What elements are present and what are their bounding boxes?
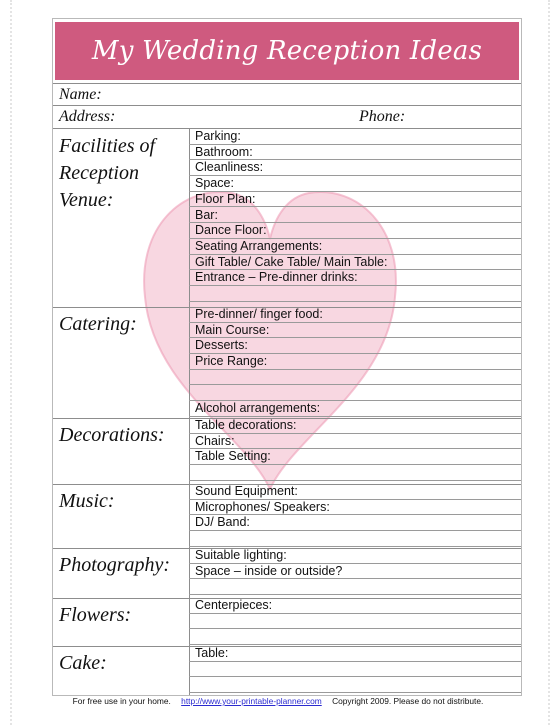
section-label: Facilities of Reception Venue: — [59, 135, 156, 211]
checklist-row[interactable]: Alcohol arrangements: — [189, 401, 521, 417]
checklist-row[interactable]: Table decorations: — [189, 418, 521, 434]
checklist-row[interactable] — [189, 579, 521, 595]
checklist-row[interactable]: Table Setting: — [189, 449, 521, 465]
section-5 — [53, 598, 521, 647]
checklist-row[interactable]: Desserts: — [189, 338, 521, 354]
checklist-row[interactable]: Space – inside or outside? — [189, 564, 521, 580]
name-field-label: Name: — [59, 86, 102, 103]
address-field-label: Address: — [59, 108, 116, 125]
checklist-row[interactable]: Parking: — [189, 129, 521, 145]
page-footer — [0, 696, 556, 706]
checklist-row[interactable] — [189, 286, 521, 302]
checklist-row[interactable]: Bar: — [189, 208, 521, 224]
section-3 — [53, 484, 521, 549]
checklist-row[interactable]: Pre-dinner/ finger food: — [189, 307, 521, 323]
phone-field-label: Phone: — [359, 108, 406, 125]
checklist-row[interactable]: Centerpieces: — [189, 598, 521, 614]
section-label: Cake: — [59, 652, 107, 674]
footer-use-note: For free use in your home. — [72, 696, 171, 706]
section-label: Flowers: — [59, 604, 132, 626]
checklist-row[interactable]: Dance Floor: — [189, 223, 521, 239]
checklist-row[interactable]: Gift Table/ Cake Table/ Main Table: — [189, 255, 521, 271]
checklist-row[interactable]: Seating Arrangements: — [189, 239, 521, 255]
footer-website-link[interactable]: http://www.your-printable-planner.com — [181, 696, 322, 706]
section-2 — [53, 418, 521, 485]
section-0 — [53, 129, 521, 308]
section-label: Music: — [59, 490, 115, 512]
checklist-row[interactable]: Microphones/ Speakers: — [189, 500, 521, 516]
checklist-row[interactable]: Chairs: — [189, 434, 521, 450]
checklist-row[interactable] — [189, 629, 521, 645]
checklist-row[interactable] — [189, 370, 521, 386]
checklist-row[interactable]: Suitable lighting: — [189, 548, 521, 564]
checklist-row[interactable]: Sound Equipment: — [189, 484, 521, 500]
checklist-row[interactable]: Main Course: — [189, 323, 521, 339]
section-1 — [53, 307, 521, 419]
section-label: Decorations: — [59, 424, 165, 446]
checklist-row[interactable] — [189, 531, 521, 547]
checklist-row[interactable]: Cleanliness: — [189, 160, 521, 176]
section-label: Photography: — [59, 554, 171, 576]
checklist-row[interactable]: Entrance – Pre-dinner drinks: — [189, 270, 521, 286]
divider — [53, 105, 521, 106]
checklist-row[interactable] — [189, 465, 521, 481]
divider — [53, 83, 521, 84]
footer-copyright: Copyright 2009. Please do not distribute. — [332, 696, 484, 706]
checklist-row[interactable] — [189, 662, 521, 678]
checklist-row[interactable]: Bathroom: — [189, 145, 521, 161]
planner-sheet — [52, 18, 522, 696]
checklist-row[interactable]: Space: — [189, 176, 521, 192]
page-title: My Wedding Reception Ideas — [55, 22, 519, 80]
checklist-row[interactable]: Price Range: — [189, 354, 521, 370]
section-6 — [53, 646, 521, 696]
page-edge-left — [10, 0, 16, 725]
checklist-row[interactable]: Floor Plan: — [189, 192, 521, 208]
checklist-row[interactable]: DJ/ Band: — [189, 515, 521, 531]
checklist-row[interactable]: Table: — [189, 646, 521, 662]
page-edge-right — [544, 0, 550, 725]
checklist-row[interactable] — [189, 677, 521, 693]
section-4 — [53, 548, 521, 599]
checklist-row[interactable] — [189, 614, 521, 630]
section-label: Catering: — [59, 313, 137, 335]
checklist-row[interactable] — [189, 386, 521, 402]
